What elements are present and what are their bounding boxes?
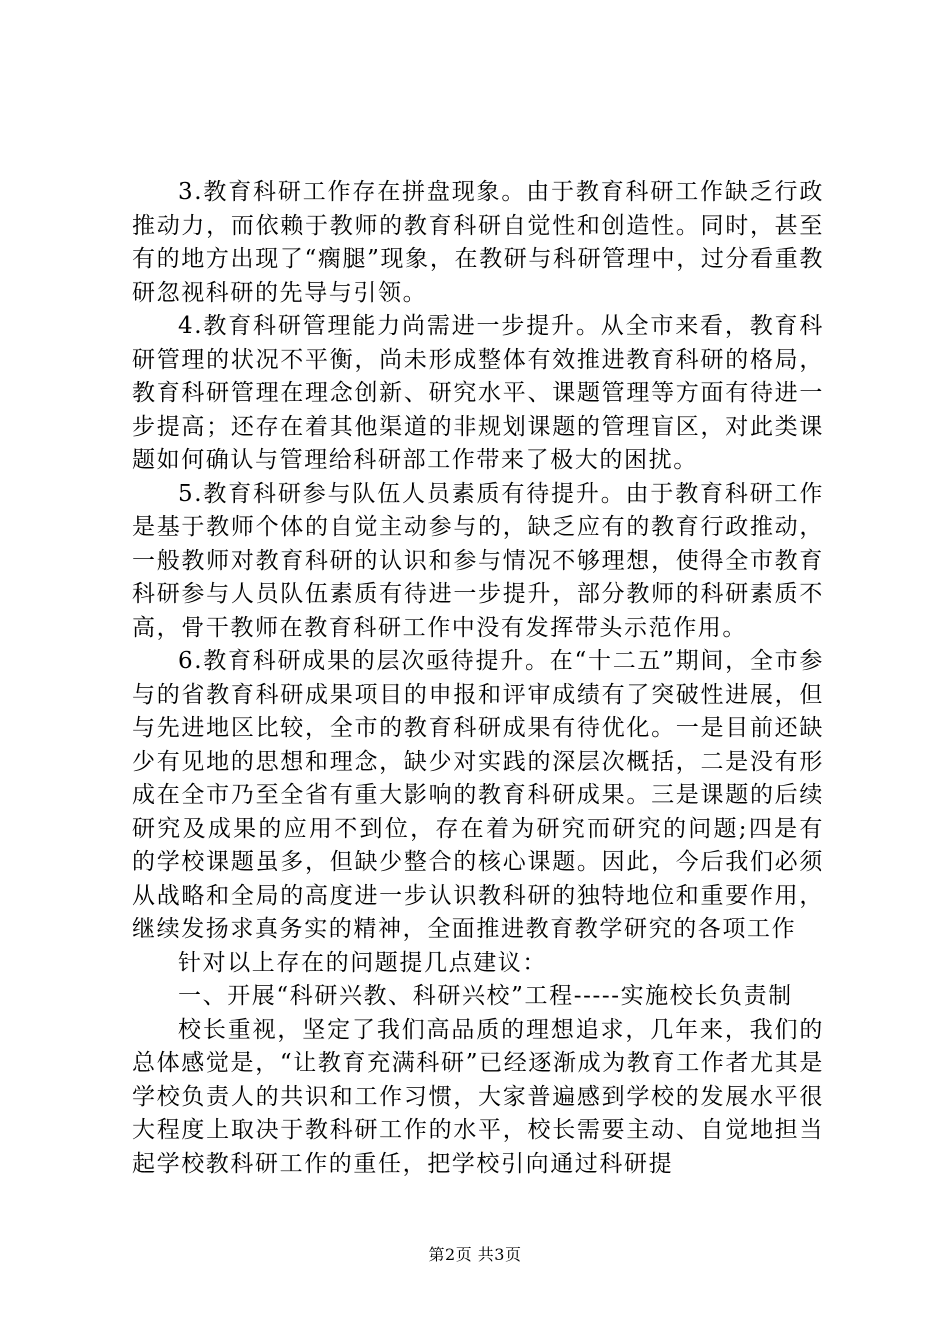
paragraph-principal: 校长重视，坚定了我们高品质的理想追求，几年来，我们的总体感觉是，“让教育充满科研”已经逐渐成为教育工作者尤其是学校负责人的共识和工作习惯，大家普遍感到学校的发展水平很大程度上取决于教科研工作的水平，校长需要主动、自觉地担当起学校教科研工作的重任，把学校引向通过科研提 bbox=[132, 1016, 824, 1177]
paragraph-issue-5: 5.教育科研参与队伍人员素质有待提升。由于教育科研工作是基于教师个体的自觉主动参与的，缺乏应有的教育行政推动，一般教师对教育科研的认识和参与情况不够理想，使得全市教育科研参与人员队伍素质有待进一步提升，部分教师的科研素质不高，骨干教师在教育科研工作中没有发挥带头示范作用。 bbox=[132, 480, 824, 641]
paragraph-issue-4: 4.教育科研管理能力尚需进一步提升。从全市来看，教育科研管理的状况不平衡，尚未形成整体有效推进教育科研的格局，教育科研管理在理念创新、研究水平、课题管理等方面有待进一步提高；还存在着其他渠道的非规划课题的管理盲区，对此类课题如何确认与管理给科研部工作带来了极大的困扰。 bbox=[132, 313, 824, 473]
document-body bbox=[132, 176, 824, 1181]
paragraph-suggestions-intro: 针对以上存在的问题提几点建议： bbox=[178, 949, 547, 976]
paragraph-issue-3: 3.教育科研工作存在拼盘现象。由于教育科研工作缺乏行政推动力，而依赖于教师的教育科研自觉性和创造性。同时，甚至有的地方出现了“瘸腿”现象，在教研与科研管理中，过分看重教研忽视科研的先导与引领。 bbox=[132, 179, 824, 306]
page-number: 第2页 共3页 bbox=[428, 1245, 522, 1264]
page-footer bbox=[0, 1245, 950, 1265]
paragraph-issue-6: 6.教育科研成果的层次亟待提升。在“十二五”期间，全市参与的省教育科研成果项目的申报和评审成绩有了突破性进展，但与先进地区比较，全市的教育科研成果有待优化。一是目前还缺少有见地的思想和理念，缺少对实践的深层次概括，二是没有形成在全市乃至全省有重大影响的教育科研成果。三是课题的后续研究及成果的应用不到位，存在着为研究而研究的问题;四是有的学校课题虽多，但缺少整合的核心课题。因此，今后我们必须从战略和全局的高度进一步认识教科研的独特地位和重要作用，继续发扬求真务实的精神，全面推进教育教学研究的各项工作 bbox=[132, 648, 824, 942]
section-heading-1: 一、开展“科研兴教、科研兴校”工程-----实施校长负责制 bbox=[178, 983, 793, 1009]
